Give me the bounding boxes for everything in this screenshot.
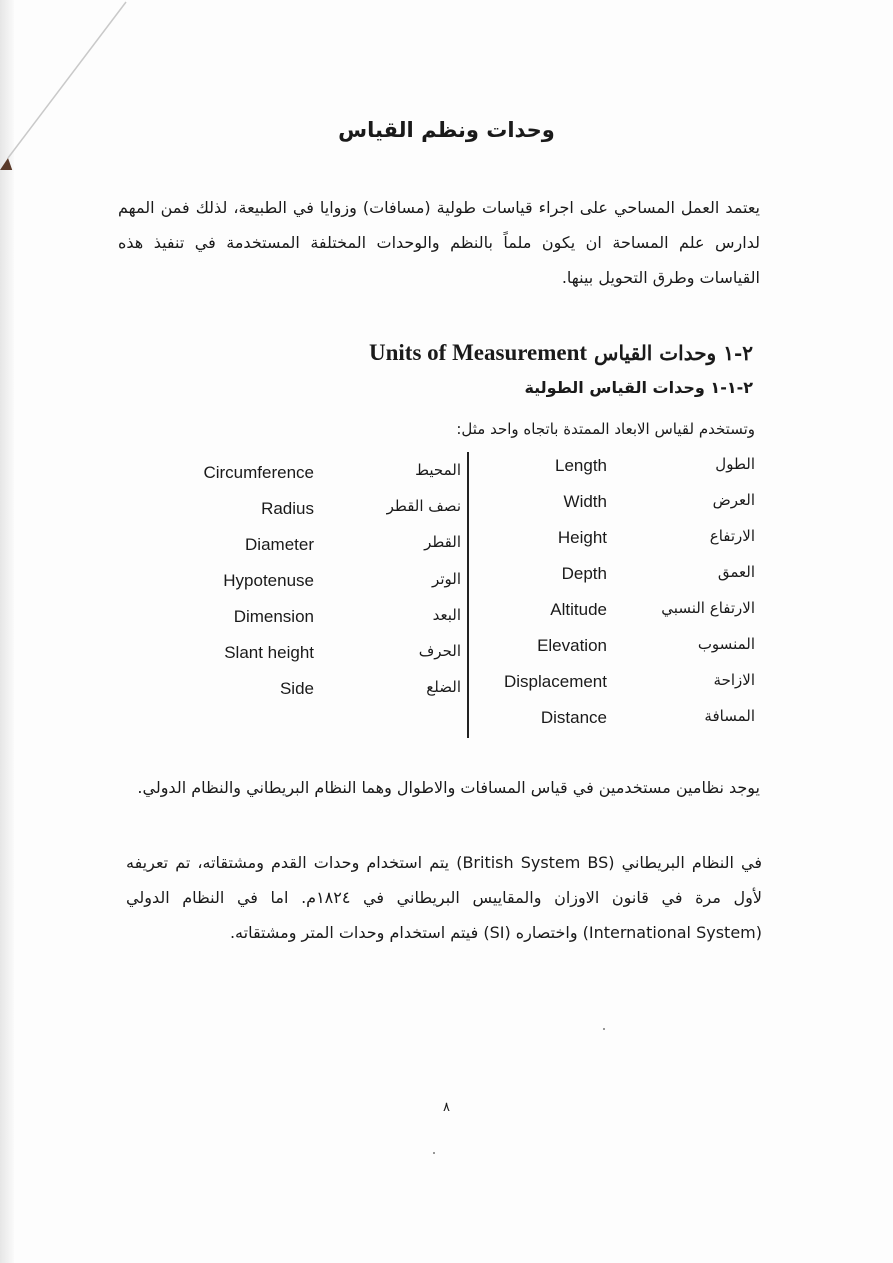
term-en: Circumference (203, 463, 314, 482)
term-ar: الحرف (418, 642, 461, 660)
british-system-paragraph: في النظام البريطاني (British System BS) يتم استخدام وحدات القدم ومشتقاته، تم تعريفه لأول مرة في قانون الاوزان والمقاييس البريطاني في ١٨٢٤م. اما في النظام الدولي (International System) واختصاره (SI) فيتم استخدام وحدات المتر ومشتقاته. (126, 853, 762, 942)
term-en: Dimension (233, 607, 314, 626)
term-ar: الازاحة (713, 671, 755, 689)
term-en: Radius (261, 499, 314, 518)
section-heading (369, 340, 753, 366)
section-title-en: Units of Measurement (369, 340, 588, 365)
term-ar: المسافة (704, 707, 755, 725)
subsection-title: وحدات القياس الطولية (524, 378, 705, 397)
table-divider (467, 452, 469, 738)
term-en: Distance (540, 708, 607, 727)
scan-speck (603, 1028, 605, 1030)
term-en: Width (563, 492, 607, 511)
page-number: ٨ (443, 1100, 450, 1115)
term-ar: الطول (715, 455, 755, 473)
term-ar: الضلع (426, 678, 461, 696)
section-title-ar: وحدات القياس (594, 341, 717, 365)
term-ar: الوتر (432, 570, 461, 588)
subsection-number: ٢-١-١ (710, 378, 753, 397)
term-ar: العمق (717, 563, 755, 581)
term-en: Altitude (550, 600, 607, 619)
page-edge-shadow (0, 0, 14, 1263)
intro-paragraph: يعتمد العمل المساحي على اجراء قياسات طولية (مسافات) وزوايا في الطبيعة، لذلك فمن المهم لدارس علم المساحة ان يكون ملماً بالنظم والوحدات المختلفة المستخدمة في تنفيذ هذه القياسات وطرق التحويل بينها. (118, 198, 760, 287)
list-intro: وتستخدم لقياس الابعاد الممتدة باتجاه واحد مثل: (456, 420, 755, 438)
term-en: Slant height (224, 643, 314, 662)
section-number: ٢-١ (723, 341, 753, 365)
scan-speck (433, 1152, 435, 1154)
term-ar: البعد (432, 606, 461, 624)
term-ar: نصف القطر (386, 497, 461, 515)
term-ar: المحيط (415, 461, 461, 479)
systems-paragraph: يوجد نظامين مستخدمين في قياس المسافات والاطوال وهما النظام البريطاني والنظام الدولي. (137, 778, 760, 797)
term-en: Elevation (537, 636, 607, 655)
term-ar: العرض (712, 491, 755, 509)
term-en: Height (557, 528, 607, 547)
page-corner-fold (0, 0, 130, 170)
term-en: Depth (561, 564, 607, 583)
page-title: وحدات ونظم القياس (338, 118, 555, 142)
term-en: Hypotenuse (223, 571, 314, 590)
term-en: Displacement (504, 672, 607, 691)
term-ar: الارتفاع (709, 527, 755, 545)
term-en: Side (279, 679, 314, 698)
subsection-heading (524, 378, 753, 397)
term-en: Length (555, 456, 607, 475)
term-en: Diameter (245, 535, 314, 554)
term-ar: الارتفاع النسبي (661, 599, 755, 617)
term-ar: القطر (424, 533, 461, 551)
term-ar: المنسوب (697, 635, 755, 653)
